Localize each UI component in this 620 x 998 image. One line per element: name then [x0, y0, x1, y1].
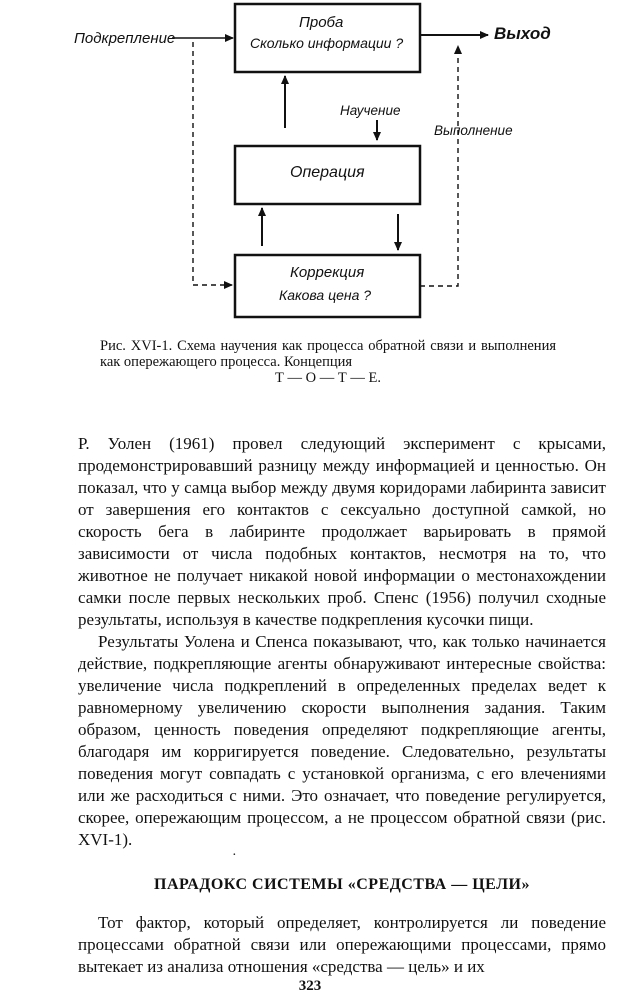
figure-caption [100, 338, 556, 386]
body-text-top [78, 433, 606, 851]
separator-dot: · [232, 848, 237, 863]
paragraph-3: Тот фактор, который определяет, контролируется ли поведение процессами обратной связи или опережающими процессами, прямо вытекает из анализа отношения «средства — цель» и их [78, 913, 606, 976]
operation-label: Операция [290, 164, 365, 181]
reinforcement-dashed-path [193, 42, 232, 285]
paragraph-1: Р. Уолен (1961) провел следующий эксперимент с крысами, продемонстрировавший разницу между информацией и ценностью. Он показал, что у самца выбор между двумя коридорами лабиринта зависит от завершения его контактов с сексуально доступной самкой, но скорость бега в лабиринте продолжает варьировать в прямой зависимости от числа подобных контактов, несмотря на то, что животное не получает никакой новой информации о местонахождении самки после первых нескольких проб. Спенс (1956) получил сходные результаты, используя в качестве подкрепления кусочки пищи. [78, 434, 606, 629]
section-heading: ПАРАДОКС СИСТЕМЫ «СРЕДСТВА — ЦЕЛИ» [154, 876, 530, 893]
page-number: 323 [298, 978, 322, 994]
performance-label: Выполнение [434, 123, 513, 138]
body-text-bottom [78, 912, 606, 978]
learning-label: Научение [340, 103, 401, 118]
caption-line1: Рис. XVI-1. Схема научения как процесса обратной связи и выполнения как опережающего процесса. Концепция [100, 338, 556, 370]
output-label: Выход [494, 24, 551, 43]
tote-diagram [0, 0, 620, 330]
probe-question: Сколько информации ? [250, 35, 404, 51]
probe-title: Проба [299, 14, 344, 31]
correction-title: Коррекция [290, 264, 365, 281]
performance-dashed-path [420, 46, 458, 286]
paragraph-2: Результаты Уолена и Спенса показывают, что, как только начинается действие, подкрепляющие агенты обнаруживают интересные свойства: увеличение числа подкреплений в определенных пределах ведет к равномерному увеличению скорости выполнения задания. Таким образом, ценность поведения определяют подкрепляющие агенты, благодаря им корригируется поведение. Следовательно, результаты поведения могут совпадать с установкой организма, с его влечениями или же расходиться с ними. Это означает, что поведение регулируется, скорее, опережающим процессом, а не процессом обратной связи (рис. XVI-1). [78, 632, 606, 849]
input-label: Подкрепление [74, 30, 176, 47]
caption-line2: Т — О — Т — Е. [275, 370, 381, 386]
correction-question: Какова цена ? [279, 287, 372, 303]
